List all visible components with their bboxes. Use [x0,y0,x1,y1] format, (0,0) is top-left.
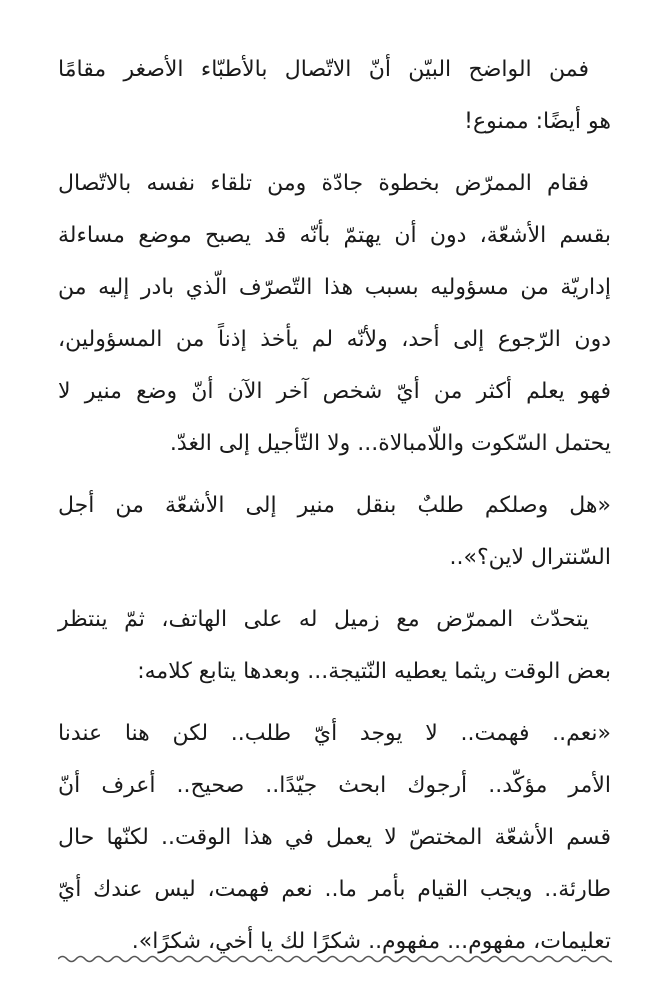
text-line: هو أيضًا: ممنوع! [464,109,611,134]
book-page [58,44,611,978]
text-line: بعض الوقت ريثما يعطيه النّتيجة... وبعدها يتابع كلامه: [137,659,611,684]
text-line: دون الرّجوع إلى أحد، ولأنّه لم يأخذ إذناً من المسؤولين، [58,327,611,352]
wavy-divider [58,952,612,966]
text-line: فقام الممرّض بخطوة جادّة ومن تلقاء نفسه بالاتّصال [58,171,589,196]
text-line: طارئة.. ويجب القيام بأمر ما.. نعم فهمت، ليس عندك أيّ [58,877,611,902]
text-line: السّنترال لاين؟».. [449,545,611,570]
text-line: يتحدّث الممرّض مع زميل له على الهاتف، ثمّ ينتظر [58,607,589,632]
text-line: «نعم.. فهمت.. لا يوجد أيّ طلب.. لكن هنا عندنا [58,721,611,746]
paragraph-1 [58,44,611,148]
text-line: إداريّة من مسؤوليه بسبب هذا التّصرّف الّذي بادر إليه من [58,275,611,300]
text-line: قسم الأشعّة المختصّ لا يعمل في هذا الوقت.. لكنّها حال [58,825,611,850]
text-line: فمن الواضح البيّن أنّ الاتّصال بالأطبّاء الأصغر مقامًا [58,57,589,82]
text-line: بقسم الأشعّة، دون أن يهتمّ بأنّه قد يصبح موضع مساءلة [58,223,611,248]
paragraph-4 [58,594,611,698]
text-line: «هل وصلكم طلبٌ بنقل منير إلى الأشعّة من أجل [58,493,611,518]
text-line: فهو يعلم أكثر من أيّ شخص آخر الآن أنّ وضع منير لا [58,379,611,404]
paragraph-3 [58,480,611,584]
text-line: الأمر مؤكّد.. أرجوك ابحث جيّدًا.. صحيح.. أعرف أنّ [58,773,611,798]
paragraph-2 [58,158,611,470]
text-line: يحتمل السّكوت واللّامبالاة... ولا التّأجيل إلى الغدّ. [169,431,611,456]
text-line: تعليمات، مفهوم... مفهوم.. شكرًا لك يا أخي، شكرًا». [131,929,611,954]
wavy-divider-line [58,957,612,962]
paragraph-5 [58,708,611,968]
